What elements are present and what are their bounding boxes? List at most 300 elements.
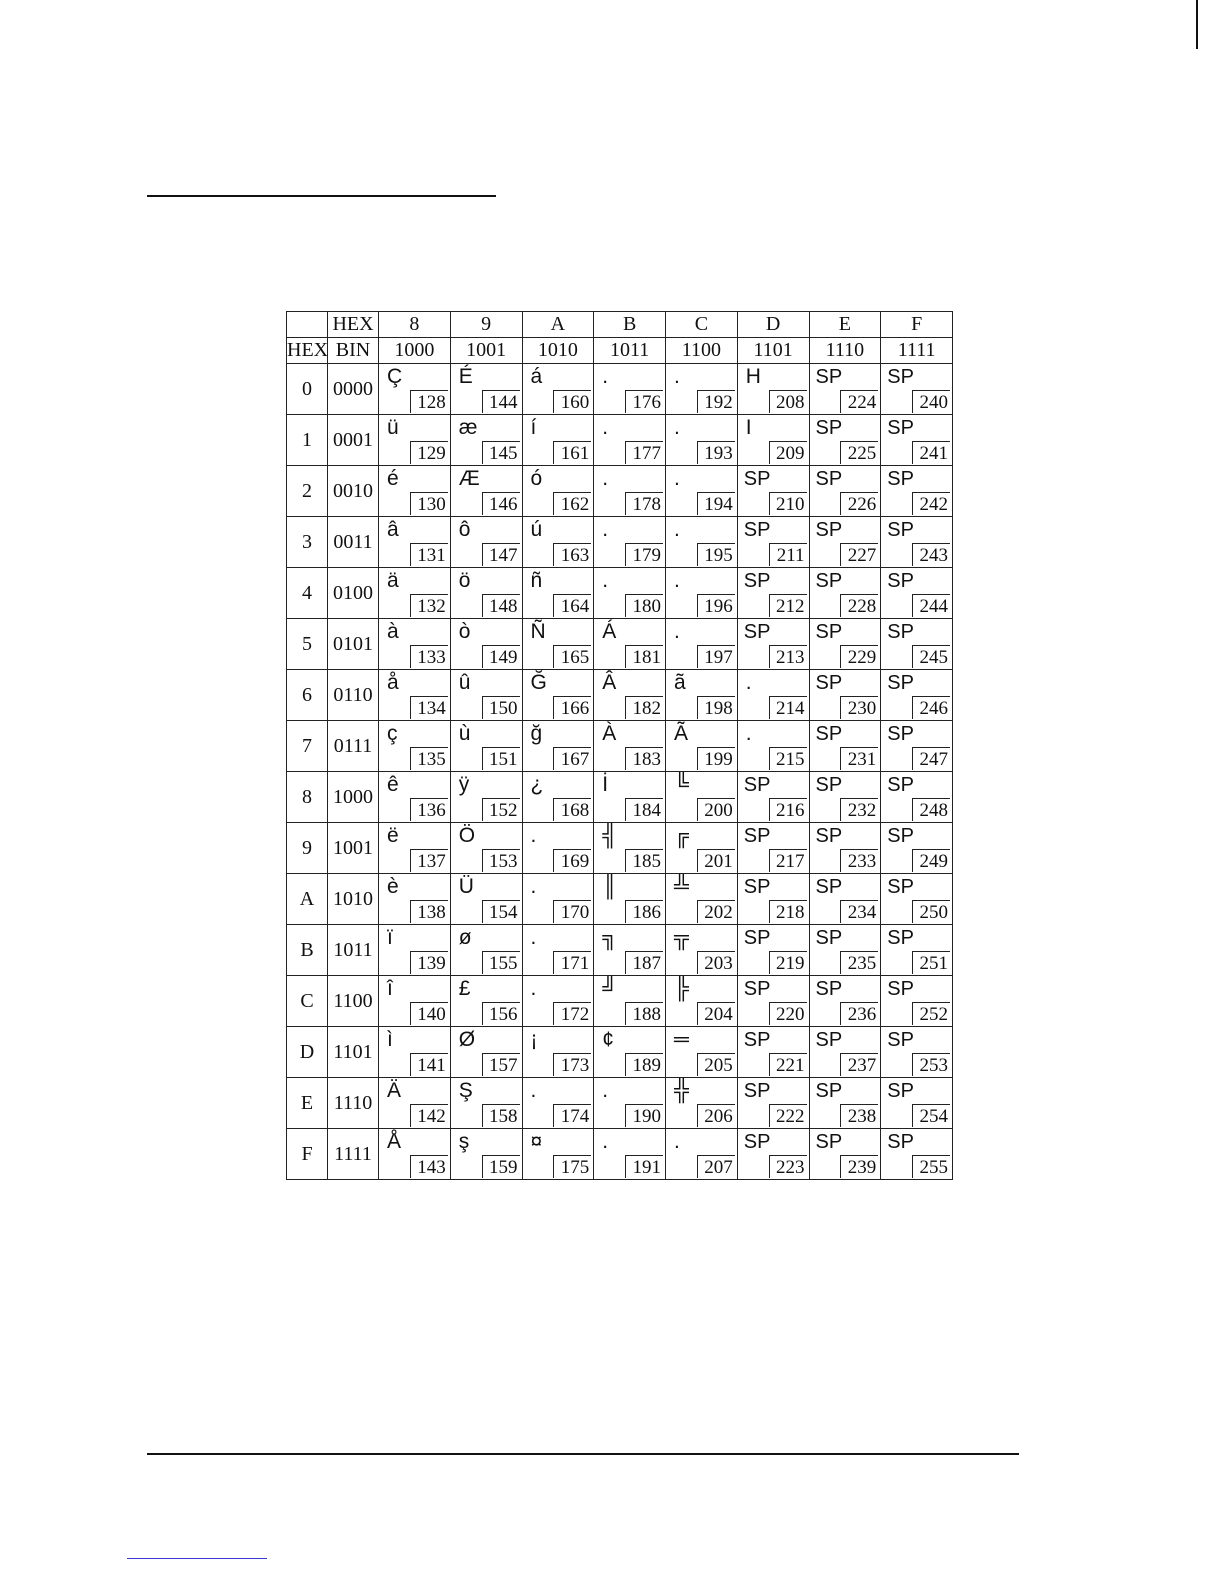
char-cell (881, 364, 953, 415)
decimal-code: 146 (482, 492, 520, 515)
row-hex: 6 (287, 670, 328, 721)
decimal-code: 246 (912, 696, 950, 719)
decimal-code: 140 (410, 1002, 448, 1025)
table-row (287, 925, 953, 976)
row-hex: 8 (287, 772, 328, 823)
character-glyph: H (745, 365, 761, 388)
decimal-code: 252 (912, 1002, 950, 1025)
char-cell (809, 415, 881, 466)
char-cell (737, 1078, 809, 1129)
table-row (287, 619, 953, 670)
decimal-code: 167 (553, 747, 591, 770)
char-cell (522, 925, 594, 976)
decimal-code: 188 (625, 1002, 663, 1025)
row-hex: 2 (287, 466, 328, 517)
char-cell (666, 823, 738, 874)
decimal-code: 226 (840, 492, 878, 515)
decimal-code: 227 (840, 543, 878, 566)
decimal-code: 145 (482, 441, 520, 464)
decimal-code: 224 (840, 390, 878, 413)
char-cell (666, 466, 738, 517)
decimal-code: 155 (482, 951, 520, 974)
decimal-code: 236 (840, 1002, 878, 1025)
character-glyph: SP (887, 876, 914, 898)
char-cell (809, 925, 881, 976)
char-cell (522, 874, 594, 925)
char-cell (666, 670, 738, 721)
char-cell (666, 415, 738, 466)
character-glyph: SP (887, 366, 914, 388)
row-hex-label: HEX (287, 338, 328, 364)
character-glyph: ù (458, 722, 471, 745)
character-glyph: I (745, 416, 752, 439)
decimal-code: 159 (482, 1155, 520, 1178)
decimal-code: 254 (912, 1104, 950, 1127)
decimal-code: 191 (625, 1155, 663, 1178)
decimal-code: 206 (697, 1104, 735, 1127)
character-glyph: ╣ (602, 824, 618, 847)
character-glyph: ¤ (530, 1130, 543, 1153)
char-cell (666, 517, 738, 568)
char-cell (737, 823, 809, 874)
character-glyph: ╗ (602, 926, 618, 949)
column-hex: E (809, 312, 881, 338)
char-cell (881, 823, 953, 874)
character-glyph: Å (387, 1130, 402, 1153)
char-cell (450, 415, 522, 466)
footer-rule (147, 1453, 1019, 1455)
decimal-code: 235 (840, 951, 878, 974)
character-glyph: . (602, 467, 609, 490)
char-cell (666, 1027, 738, 1078)
row-bin: 1110 (328, 1078, 379, 1129)
decimal-code: 199 (697, 747, 735, 770)
character-glyph: ğ (530, 722, 543, 745)
char-cell (666, 364, 738, 415)
char-cell (450, 1078, 522, 1129)
character-glyph: SP (815, 723, 843, 745)
decimal-code: 171 (553, 951, 591, 974)
character-glyph: Ä (387, 1079, 402, 1102)
decimal-code: 193 (697, 441, 735, 464)
char-cell (594, 517, 666, 568)
char-cell (809, 1078, 881, 1129)
character-glyph: SP (815, 1131, 843, 1153)
character-glyph: Ç (387, 365, 403, 388)
character-code-table (286, 311, 953, 1180)
decimal-code: 129 (410, 441, 448, 464)
character-glyph: À (602, 722, 617, 745)
character-glyph: ÿ (458, 773, 470, 796)
decimal-code: 151 (482, 747, 520, 770)
row-bin: 0010 (328, 466, 379, 517)
character-glyph: İ (602, 773, 609, 796)
char-cell (450, 1129, 522, 1180)
character-glyph: SP (887, 825, 914, 847)
char-cell (881, 415, 953, 466)
character-glyph: . (674, 518, 680, 541)
column-bin: 1000 (379, 338, 451, 364)
decimal-code: 249 (912, 849, 950, 872)
decimal-code: 202 (697, 900, 735, 923)
decimal-code: 136 (410, 798, 448, 821)
character-glyph: SP (743, 774, 771, 796)
char-cell (522, 466, 594, 517)
decimal-code: 134 (410, 696, 448, 719)
char-cell (737, 874, 809, 925)
decimal-code: 197 (697, 645, 735, 668)
character-glyph: Æ (458, 467, 480, 490)
character-glyph: ║ (602, 875, 618, 898)
decimal-code: 215 (769, 747, 807, 770)
row-bin: 0100 (328, 568, 379, 619)
character-glyph: é (387, 467, 399, 490)
row-bin: 0101 (328, 619, 379, 670)
character-glyph: ê (387, 773, 399, 796)
character-glyph: SP (743, 876, 771, 898)
row-hex: 3 (287, 517, 328, 568)
row-bin: 1101 (328, 1027, 379, 1078)
column-bin: 1110 (809, 338, 881, 364)
row-hex: C (287, 976, 328, 1027)
char-cell (809, 670, 881, 721)
char-cell (809, 466, 881, 517)
decimal-code: 153 (482, 849, 520, 872)
char-cell (881, 976, 953, 1027)
character-glyph: É (458, 365, 473, 388)
char-cell (809, 1027, 881, 1078)
char-cell (522, 772, 594, 823)
decimal-code: 221 (769, 1053, 807, 1076)
char-cell (666, 721, 738, 772)
decimal-code: 213 (769, 645, 807, 668)
character-glyph: . (530, 926, 537, 949)
character-glyph: . (602, 365, 609, 388)
char-cell (594, 1027, 666, 1078)
column-bin: 1111 (881, 338, 953, 364)
character-glyph: SP (815, 366, 843, 388)
decimal-code: 192 (697, 390, 735, 413)
row-hex: 0 (287, 364, 328, 415)
character-glyph: . (530, 875, 537, 898)
char-cell (450, 772, 522, 823)
char-cell (666, 925, 738, 976)
decimal-code: 212 (769, 594, 807, 617)
row-bin: 1010 (328, 874, 379, 925)
char-cell (594, 925, 666, 976)
row-bin: 0111 (328, 721, 379, 772)
char-cell (594, 1129, 666, 1180)
char-cell (809, 874, 881, 925)
decimal-code: 183 (625, 747, 663, 770)
char-cell (594, 976, 666, 1027)
character-glyph: ╔ (674, 824, 689, 847)
character-glyph: ═ (674, 1028, 689, 1051)
decimal-code: 253 (912, 1053, 950, 1076)
character-glyph: ô (458, 518, 471, 541)
char-cell (522, 976, 594, 1027)
char-cell (666, 1129, 738, 1180)
character-glyph: SP (743, 621, 771, 643)
char-cell (379, 517, 451, 568)
decimal-code: 174 (553, 1104, 591, 1127)
char-cell (666, 874, 738, 925)
character-glyph: SP (815, 927, 843, 949)
row-hex: 9 (287, 823, 328, 874)
character-glyph: SP (815, 621, 843, 643)
character-glyph: . (745, 671, 752, 694)
column-hex: B (594, 312, 666, 338)
table-row (287, 517, 953, 568)
character-glyph: . (602, 1130, 609, 1153)
row-bin: 1011 (328, 925, 379, 976)
decimal-code: 149 (482, 645, 520, 668)
character-glyph: ø (458, 926, 472, 949)
row-bin: 1000 (328, 772, 379, 823)
character-glyph: . (530, 977, 537, 1000)
char-cell (737, 925, 809, 976)
char-cell (737, 1027, 809, 1078)
decimal-code: 210 (769, 492, 807, 515)
char-cell (737, 364, 809, 415)
character-glyph: è (387, 875, 399, 898)
character-glyph: SP (887, 519, 914, 541)
char-cell (737, 772, 809, 823)
char-cell (450, 823, 522, 874)
char-cell (594, 1078, 666, 1129)
row-bin: 0000 (328, 364, 379, 415)
decimal-code: 223 (769, 1155, 807, 1178)
character-glyph: . (674, 416, 680, 439)
character-glyph: ò (458, 620, 471, 643)
decimal-code: 198 (697, 696, 735, 719)
decimal-code: 207 (697, 1155, 735, 1178)
decimal-code: 225 (840, 441, 878, 464)
row-bin: 0001 (328, 415, 379, 466)
char-cell (522, 517, 594, 568)
character-glyph: í (530, 416, 537, 439)
char-cell (809, 364, 881, 415)
char-cell (379, 568, 451, 619)
char-cell (594, 772, 666, 823)
table-row (287, 1129, 953, 1180)
decimal-code: 248 (912, 798, 950, 821)
decimal-code: 170 (553, 900, 591, 923)
row-hex: 4 (287, 568, 328, 619)
character-glyph: . (674, 1130, 680, 1153)
char-cell (737, 415, 809, 466)
decimal-code: 232 (840, 798, 878, 821)
character-glyph: à (387, 620, 399, 643)
char-cell (450, 1027, 522, 1078)
decimal-code: 164 (553, 594, 591, 617)
decimal-code: 208 (769, 390, 807, 413)
row-hex: E (287, 1078, 328, 1129)
decimal-code: 244 (912, 594, 950, 617)
decimal-code: 229 (840, 645, 878, 668)
row-bin: 0011 (328, 517, 379, 568)
char-cell (522, 721, 594, 772)
char-cell (594, 619, 666, 670)
char-cell (594, 670, 666, 721)
char-cell (379, 925, 451, 976)
row-bin: 1001 (328, 823, 379, 874)
decimal-code: 200 (697, 798, 735, 821)
decimal-code: 165 (553, 645, 591, 668)
decimal-code: 175 (553, 1155, 591, 1178)
character-glyph: ¿ (530, 773, 544, 796)
decimal-code: 218 (769, 900, 807, 923)
decimal-code: 147 (482, 543, 520, 566)
character-glyph: . (674, 569, 680, 592)
char-cell (379, 721, 451, 772)
char-cell (379, 1129, 451, 1180)
decimal-code: 179 (625, 543, 663, 566)
decimal-code: 228 (840, 594, 878, 617)
character-glyph: SP (815, 825, 843, 847)
character-glyph: SP (815, 672, 843, 694)
column-hex: F (881, 312, 953, 338)
decimal-code: 178 (625, 492, 663, 515)
char-cell (379, 466, 451, 517)
decimal-code: 135 (410, 747, 448, 770)
character-glyph: Á (602, 620, 617, 643)
character-glyph: ¢ (602, 1028, 614, 1051)
decimal-code: 237 (840, 1053, 878, 1076)
character-glyph: SP (743, 468, 771, 490)
decimal-code: 231 (840, 747, 878, 770)
row-bin: 0110 (328, 670, 379, 721)
decimal-code: 152 (482, 798, 520, 821)
table-row (287, 874, 953, 925)
row-hex: 7 (287, 721, 328, 772)
character-glyph: ╦ (674, 926, 689, 949)
character-glyph: û (458, 671, 471, 694)
character-glyph: SP (887, 927, 914, 949)
character-glyph: Ş (458, 1079, 473, 1102)
decimal-code: 243 (912, 543, 950, 566)
decimal-code: 168 (553, 798, 591, 821)
char-cell (522, 670, 594, 721)
character-glyph: SP (887, 621, 914, 643)
decimal-code: 172 (553, 1002, 591, 1025)
column-bin: 1101 (737, 338, 809, 364)
decimal-code: 216 (769, 798, 807, 821)
decimal-code: 196 (697, 594, 735, 617)
corner-hex-label: HEX (328, 312, 379, 338)
char-cell (450, 976, 522, 1027)
char-cell (522, 1027, 594, 1078)
char-cell (379, 364, 451, 415)
corner-bin-label: BIN (328, 338, 379, 364)
character-glyph: SP (887, 417, 914, 439)
char-cell (881, 1027, 953, 1078)
character-glyph: á (530, 365, 543, 388)
char-cell (666, 1078, 738, 1129)
character-glyph: Ö (458, 824, 476, 847)
char-cell (881, 517, 953, 568)
character-glyph: ş (458, 1130, 470, 1153)
column-bin: 1001 (450, 338, 522, 364)
character-glyph: . (530, 824, 537, 847)
character-glyph: SP (815, 1029, 843, 1051)
decimal-code: 241 (912, 441, 950, 464)
decimal-code: 141 (410, 1053, 448, 1076)
character-glyph: £ (458, 977, 471, 1000)
table-row (287, 1027, 953, 1078)
decimal-code: 220 (769, 1002, 807, 1025)
character-glyph: . (602, 1079, 609, 1102)
char-cell (450, 721, 522, 772)
decimal-code: 190 (625, 1104, 663, 1127)
decimal-code: 161 (553, 441, 591, 464)
decimal-code: 143 (410, 1155, 448, 1178)
decimal-code: 242 (912, 492, 950, 515)
char-cell (881, 466, 953, 517)
character-glyph: ñ (530, 569, 543, 592)
char-cell (666, 976, 738, 1027)
character-glyph: SP (887, 1131, 914, 1153)
decimal-code: 201 (697, 849, 735, 872)
character-glyph: ë (387, 824, 399, 847)
char-cell (379, 670, 451, 721)
table-row (287, 823, 953, 874)
character-glyph: SP (887, 1080, 914, 1102)
character-glyph: SP (743, 927, 771, 949)
decimal-code: 181 (625, 645, 663, 668)
character-glyph: Â (602, 671, 617, 694)
char-cell (666, 568, 738, 619)
decimal-code: 240 (912, 390, 950, 413)
decimal-code: 185 (625, 849, 663, 872)
character-glyph: SP (743, 978, 771, 1000)
char-cell (737, 619, 809, 670)
character-glyph: SP (815, 1080, 843, 1102)
corner-mark (1196, 0, 1198, 49)
char-cell (809, 619, 881, 670)
character-glyph: SP (815, 774, 843, 796)
char-cell (379, 874, 451, 925)
decimal-code: 255 (912, 1155, 950, 1178)
character-glyph: ã (674, 671, 686, 694)
char-cell (881, 1129, 953, 1180)
character-glyph: SP (815, 417, 843, 439)
decimal-code: 209 (769, 441, 807, 464)
decimal-code: 137 (410, 849, 448, 872)
decimal-code: 222 (769, 1104, 807, 1127)
char-cell (594, 466, 666, 517)
character-glyph: SP (743, 1029, 771, 1051)
decimal-code: 239 (840, 1155, 878, 1178)
char-cell (522, 1129, 594, 1180)
char-cell (666, 619, 738, 670)
decimal-code: 214 (769, 696, 807, 719)
character-glyph: . (602, 518, 609, 541)
char-cell (522, 823, 594, 874)
char-cell (379, 415, 451, 466)
column-hex: C (666, 312, 738, 338)
decimal-code: 150 (482, 696, 520, 719)
char-cell (450, 874, 522, 925)
char-cell (737, 721, 809, 772)
char-cell (522, 415, 594, 466)
char-cell (379, 619, 451, 670)
character-glyph: Ü (458, 875, 474, 898)
char-cell (881, 925, 953, 976)
table-row (287, 976, 953, 1027)
char-cell (881, 874, 953, 925)
char-cell (737, 670, 809, 721)
